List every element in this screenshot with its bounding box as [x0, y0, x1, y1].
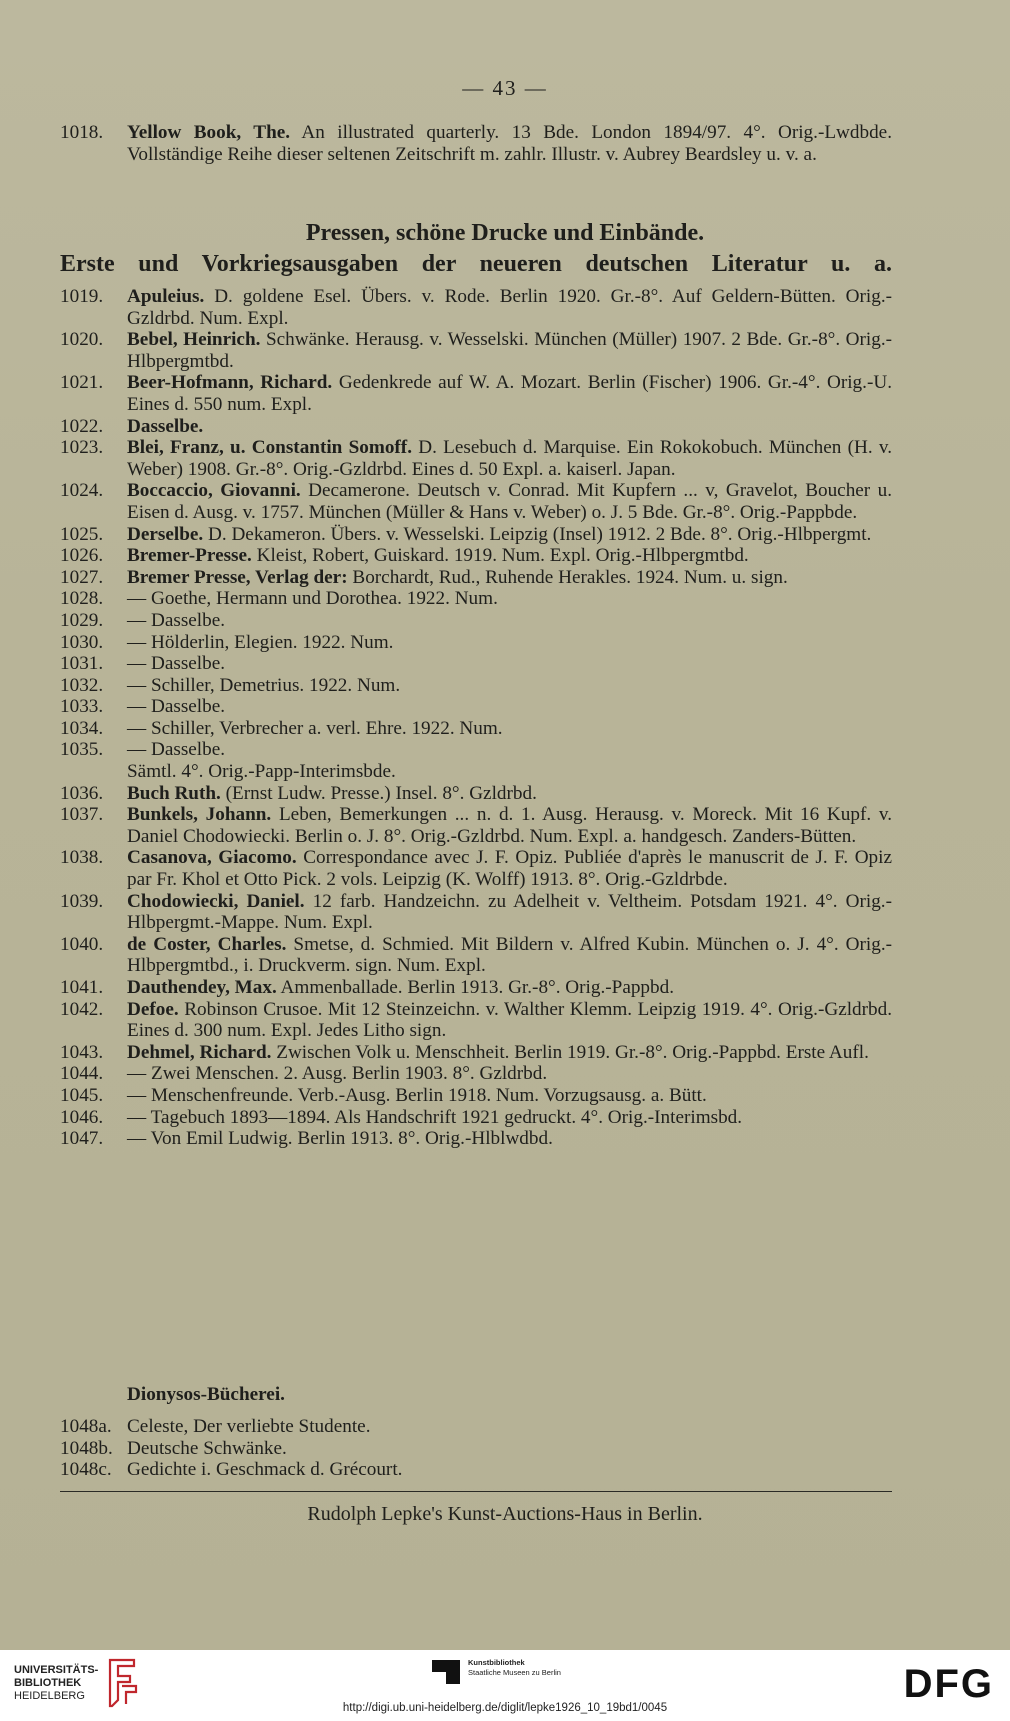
- entry-number: 1046.: [60, 1106, 104, 1128]
- entry-number: 1030.: [60, 631, 104, 653]
- section-heading: Pressen, schöne Drucke und Einbände.: [305, 220, 705, 246]
- entry-number: 1042.: [60, 998, 104, 1020]
- entry-number: 1032.: [60, 674, 104, 696]
- entry-text: — Dasselbe.: [127, 609, 226, 631]
- entry-number: 1021.: [60, 372, 104, 394]
- entry-text: Leben, Bemerkungen ... n. d. 1. Ausg. Herausg. v. Moreck. Mit 16 Kupf. v. Daniel Chodowiecki. Berlin o. J. 8°. Orig.-Gzldrbd. Num. Expl. a. handgesch. Zanders-Bütten.: [127, 804, 893, 847]
- entry-text: — Schiller, Demetrius. 1922. Num.: [127, 674, 401, 696]
- entry-text: D. goldene Esel. Übers. v. Rode. Berlin 1920. Gr.-8°. Auf Geldern-Bütten. Orig.-Gzldrbd. Num. Expl.: [127, 286, 893, 329]
- entry-number: 1034.: [60, 717, 104, 739]
- entry-text: Robinson Crusoe. Mit 12 Steinzeichn. v. Walther Klemm. Leipzig 1919. 4°. Orig.-Gzldrbd. Eines d. 300 num. Expl. Jedes Litho sign.: [127, 998, 893, 1042]
- entry-text: Kleist, Robert, Guiskard. 1919. Num. Expl. Orig.-Hlbpergmtbd.: [256, 545, 749, 567]
- entries-list: [60, 286, 892, 1150]
- catalog-entry: [60, 122, 892, 165]
- catalog-entry: [60, 804, 892, 847]
- catalog-entry: [60, 416, 892, 438]
- entry-number: 1036.: [60, 782, 104, 804]
- entry-name: Buch Ruth.: [127, 782, 221, 804]
- entry-number: 1028.: [60, 588, 104, 610]
- catalog-entry: [60, 632, 892, 654]
- catalog-entry: [60, 1416, 892, 1438]
- entry-text: — Von Emil Ludwig. Berlin 1913. 8°. Orig.-Hlblwdbd.: [127, 1128, 553, 1150]
- entry-text: — Goethe, Hermann und Dorothea. 1922. Num.: [127, 588, 498, 610]
- entry-text: — Menschenfreunde. Verb.-Ausg. Berlin 1918. Num. Vorzugsausg. a. Bütt.: [127, 1084, 707, 1106]
- catalog-entry: [60, 1042, 892, 1064]
- entry-name: Bremer Presse, Verlag der:: [127, 566, 348, 588]
- permalink-url[interactable]: http://digi.ub.uni-heidelberg.de/diglit/lepke1926_10_19bd1/0045: [342, 1702, 668, 1714]
- catalog-entry: [60, 675, 892, 697]
- entry-number: 1025.: [60, 523, 104, 545]
- catalog-entry: [60, 1107, 892, 1129]
- entry-name: Beer-Hofmann, Richard.: [127, 372, 333, 394]
- entry-name: de Coster, Charles.: [127, 933, 287, 955]
- catalog-entry: [60, 891, 892, 934]
- entry-number: 1048b.: [60, 1437, 113, 1459]
- viewer-footer-bar: [0, 1650, 1010, 1721]
- entry-number: 1041.: [60, 977, 104, 998]
- entry-text: Smetse, d. Schmied. Mit Bildern v. Alfred Kubin. München o. J. 4°. Orig.-Hlbpergmtbd., i. Druckverm. sign. Num. Expl.: [127, 933, 893, 977]
- entry-number: 1038.: [60, 847, 104, 869]
- entry-number: 1018.: [60, 122, 104, 143]
- kunstbibliothek-logo-text: Kunstbibliothek Staatliche Museen zu Berlin: [468, 1658, 561, 1677]
- entry-number: 1047.: [60, 1128, 104, 1150]
- entry-name: Casanova, Giacomo.: [127, 847, 297, 869]
- entry-name: Bunkels, Johann.: [127, 804, 272, 826]
- entry-text: Zwischen Volk u. Menschheit. Berlin 1919. Gr.-8°. Orig.-Pappbd. Erste Aufl.: [276, 1041, 869, 1063]
- entry-text: Deutsche Schwänke.: [127, 1437, 287, 1459]
- catalog-entry: [60, 847, 892, 890]
- entry-text: (Ernst Ludw. Presse.) Insel. 8°. Gzldrbd.: [225, 782, 537, 804]
- entry-text: An illustrated quarterly. 13 Bde. London 1894/97. 4°. Orig.-Lwdbde. Vollständige Reihe dieser seltenen Zeitschrift m. zahlr. Illustr. v. Aubrey Beardsley u. v. a.: [127, 122, 893, 165]
- entry-name: Boccaccio, Giovanni.: [127, 480, 301, 502]
- entry-number: 1039.: [60, 890, 104, 912]
- entry-number: 1019.: [60, 286, 104, 307]
- entry-number: 1020.: [60, 329, 104, 351]
- entry-number: 1035.: [60, 739, 104, 761]
- entry-number: 1029.: [60, 609, 104, 631]
- footer-text: Rudolph Lepke's Kunst-Auctions-Haus in Berlin.: [307, 1503, 703, 1525]
- catalog-entry: [60, 999, 892, 1042]
- entry-text: Correspondance avec J. F. Opiz. Publiée d'après le manuscrit de J. F. Opiz par Fr. Khol et Otto Pick. 2 vols. Leipzig (K. Wolff) 1913. 8°. Orig.-Gzldrbde.: [127, 847, 892, 891]
- entry-text: Schwänke. Herausg. v. Wesselski. München (Müller) 1907. 2 Bde. Gr.-8°. Orig.-Hlbpergmtbd.: [127, 329, 893, 372]
- catalog-entry: [60, 437, 892, 480]
- entry-number: 1043.: [60, 1041, 104, 1063]
- entry-number: 1026.: [60, 545, 104, 567]
- catalog-entry: [60, 1128, 892, 1150]
- entry-number: 1048a.: [60, 1416, 112, 1437]
- catalog-entry: [60, 977, 892, 999]
- entry-name: Defoe.: [127, 998, 179, 1020]
- entry-text: — Tagebuch 1893—1894. Als Handschrift 1921 gedruckt. 4°. Orig.-Interimsbd.: [127, 1106, 743, 1128]
- kunstbibliothek-logo-icon: [432, 1658, 462, 1689]
- entry-number: 1031.: [60, 653, 104, 675]
- entry-text: Ammenballade. Berlin 1913. Gr.-8°. Orig.-Pappbd.: [280, 977, 675, 998]
- entry-name: Derselbe.: [127, 523, 204, 545]
- entry-text: Celeste, Der verliebte Studente.: [127, 1416, 371, 1437]
- entry-number: 1033.: [60, 696, 104, 718]
- entry-number: 1027.: [60, 566, 104, 588]
- catalog-entry: [60, 372, 892, 415]
- entry-text: Gedichte i. Geschmack d. Grécourt.: [127, 1459, 403, 1481]
- catalog-entry: [60, 286, 892, 329]
- entry-text: Decamerone. Deutsch v. Conrad. Mit Kupfern ... v, Gravelot, Boucher u. Eisen d. Ausg. v. 1757. München (Müller & Hans v. Weber) o. J. 5 Bde. Gr.-8°. Orig.-Pappbde.: [127, 480, 893, 523]
- catalog-entry: [60, 545, 892, 567]
- entry-text: — Zwei Menschen. 2. Ausg. Berlin 1903. 8°. Gzldrbd.: [127, 1063, 548, 1085]
- catalog-entry: [60, 934, 892, 977]
- entry-text: D. Lesebuch d. Marquise. Ein Rokokobuch. München (H. v. Weber) 1908. Gr.-8°. Orig.-Gzldrbd. Eines d. 50 Expl. a. kaiserl. Japan.: [127, 437, 893, 480]
- university-library-logo-text: UNIVERSITÄTS- BIBLIOTHEK HEIDELBERG: [14, 1664, 99, 1702]
- page-number: — 43 —: [462, 76, 548, 100]
- entry-number: 1045.: [60, 1084, 104, 1106]
- entry-name: Bebel, Heinrich.: [127, 329, 261, 351]
- catalog-entry: [60, 653, 892, 675]
- entry-text: 12 farb. Handzeichn. zu Adelheit v. Veltheim. Potsdam 1921. 4°. Orig.-Hlbpergmt.-Mappe. Num. Expl.: [127, 890, 892, 934]
- entry-text: — Dasselbe.: [127, 696, 226, 718]
- entry-name: Dehmel, Richard.: [127, 1041, 272, 1063]
- entry-text: — Hölderlin, Elegien. 1922. Num.: [127, 631, 394, 653]
- entry-name: Blei, Franz, u. Constantin Somoff.: [127, 437, 412, 459]
- catalog-entry: [60, 1459, 892, 1481]
- catalog-entry: [60, 567, 892, 589]
- entry-text: Sämtl. 4°. Orig.-Papp-Interimsbde.: [127, 761, 396, 783]
- dfg-logo: DFG: [903, 1662, 994, 1706]
- entry-name: Chodowiecki, Daniel.: [127, 890, 305, 912]
- entry-number: 1023.: [60, 437, 104, 459]
- catalog-entry: [60, 761, 892, 783]
- entry-text: Borchardt, Rud., Ruhende Herakles. 1924. Num. u. sign.: [352, 566, 788, 588]
- entry-name: Dauthendey, Max.: [127, 977, 277, 998]
- entry-text: D. Dekameron. Übers. v. Wesselski. Leipzig (Insel) 1912. 2 Bde. 8°. Orig.-Hlbpergmt.: [208, 523, 872, 545]
- entry-name: Apuleius.: [127, 286, 205, 307]
- catalog-entry: [60, 329, 892, 372]
- dionysos-list: [60, 1416, 892, 1481]
- entries-top: [60, 122, 892, 165]
- catalog-entry: [60, 1438, 892, 1460]
- catalog-entry: [60, 524, 892, 546]
- entry-number: 1022.: [60, 415, 104, 437]
- catalog-entry: [60, 783, 892, 805]
- catalog-entry: [60, 696, 892, 718]
- section-subheading: Erste und Vorkriegsausgaben der neueren deutschen Literatur u. a.: [60, 251, 892, 277]
- catalog-entry: [60, 588, 892, 610]
- catalog-entry: [60, 1063, 892, 1085]
- entry-text: — Schiller, Verbrecher a. verl. Ehre. 1922. Num.: [127, 717, 503, 739]
- catalog-entry: [60, 610, 892, 632]
- entry-text: Gedenkrede auf W. A. Mozart. Berlin (Fischer) 1906. Gr.-4°. Orig.-U. Eines d. 550 num. Expl.: [127, 372, 892, 415]
- entry-number: 1044.: [60, 1063, 104, 1085]
- entry-number: 1040.: [60, 933, 104, 955]
- entry-name: Bremer-Presse.: [127, 545, 252, 567]
- catalog-entry: [60, 480, 892, 523]
- entry-name: Dasselbe.: [127, 415, 204, 437]
- divider: [60, 1491, 892, 1492]
- entry-number: 1037.: [60, 804, 104, 826]
- entry-name: Yellow Book, The.: [127, 122, 291, 143]
- entry-text: — Dasselbe.: [127, 739, 226, 761]
- entry-number: 1048c.: [60, 1459, 112, 1481]
- catalog-entry: [60, 739, 892, 761]
- catalog-entry: [60, 718, 892, 740]
- entry-text: — Dasselbe.: [127, 653, 226, 675]
- entry-number: 1024.: [60, 480, 104, 502]
- catalog-entry: [60, 1085, 892, 1107]
- dionysos-heading: Dionysos-Bücherei.: [127, 1384, 285, 1405]
